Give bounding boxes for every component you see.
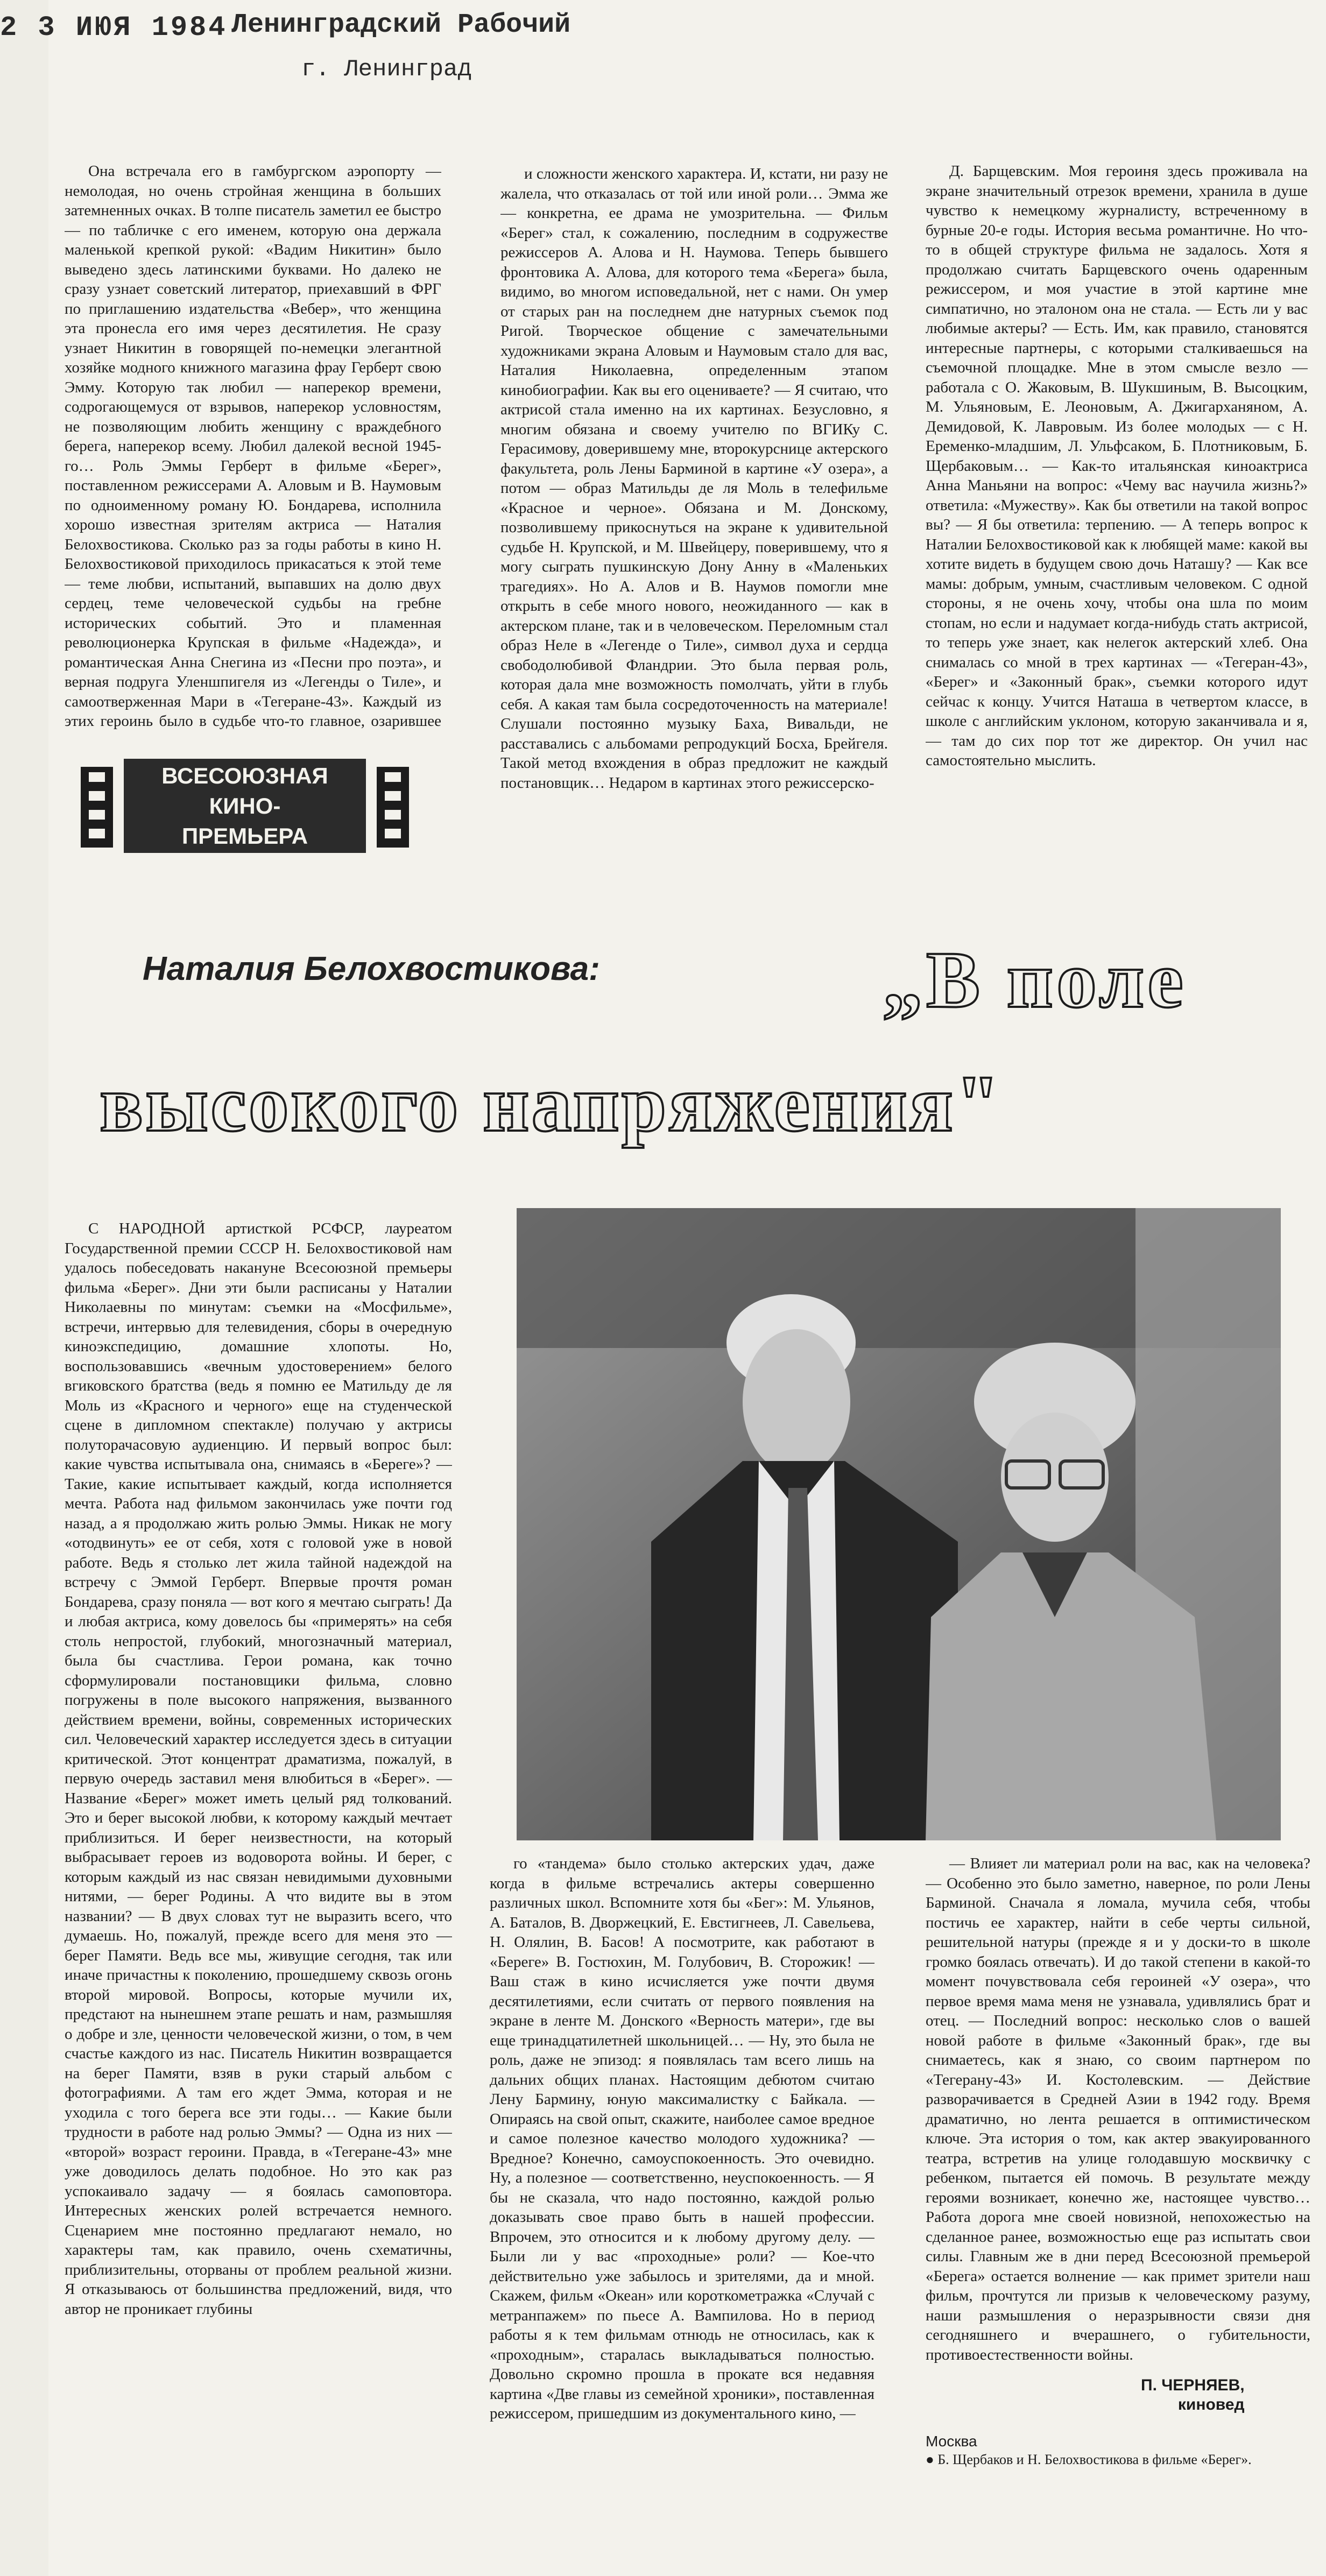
film-strip-right-icon: [377, 767, 409, 848]
column-text: — Влияет ли материал роли на вас, как на человека? — Особенно это было заметно, наверное, по роли Лены Барминой. Сначала я ломала, мучила себя, чтобы постичь ее характер, найти в себе черты сильной, решительной натуры (прежде я и у доски-то в школе громко боялась отвечать). И до такой степени в какой-то момент почувствовала себя героиней «У озера», что первое время мама меня не узнавала, удивлялись брат и отец. — Последний вопрос: несколько слов о вашей новой работе в фильме «Законный брак», где вы снимаетесь, как я знаю, со своим партнером по «Тегерану-43» И. Костолевским. — Действие разворачивается в Средней Азии в 1942 году. Время драматично, но лента решается в оптимистическом ключе. Эта история о том, как актер эвакуированного театра, встретив на улице голодавшую москвичку с ребенком, пытается ей помочь. В результате между героями возникает, конечно же, настоящее чувство… Работа дорога мне своей новизной, непохожестью на сделанное ранее, возможностью еще раз испытать свои силы. Главным же в дни перед Всесоюзной премьерой «Берега» остается волнение — как примет зрители наш фильм, прочтутся ли призыв к человеческому разуму, наши размышления о неразрывности связи дня сегодняшнего и вчерашнего, о губительности, противоестественности войны.: [926, 1855, 1310, 2363]
banner-text: [124, 759, 366, 853]
byline-author: Наталия Белохвостикова:: [143, 950, 600, 987]
column-text: и сложности женского характера. И, кстати, ни разу не жалела, что отказалась от той или иной роли… Эмма же — конкретна, ее драма не умозрительна. — Фильм «Берег» стал, к сожалению, последним в содружестве режиссеров А. Алова и Н. Наумова. Теперь бывшего фронтовика А. Алова, для которого тема «Берега» была, видимо, во многом исповедальной, нет с нами. Он умер от старых ран на последнем дне натурных съемок под Ригой. Творческое общение с замечательными художниками экрана Аловым и Наумовым стало для вас, Наталия Николаевна, определенным этапом кинобиографии. Как вы его оцениваете? — Я считаю, что актрисой стала именно на их картинах. Безусловно, я многим обязана и своему учителю по ВГИКу С. Герасимову, доверившему мне, второкурснице актерского факультета, роль Лены Барминой в картине «У озера», а потом — образ Матильды де ля Моль в телефильме «Красное и черное». Обязана и М. Донскому, позволившему прикоснуться на экране к удивительной судьбе Н. Крупской, и М. Швейцеру, поверившему, что я могу сыграть пушкинскую Дону Анну в «Маленьких трагедиях». Но А. Алов и В. Наумов помогли мне открыть в себе много нового, неожиданного — как в актерском плане, так и в человеческом. Переломным стал образ Неле в «Легенде о Тиле», символ духа и сердца свободолюбивой Фландрии. Это была первая роль, которая дала мне возможность помолчать, уйти в глубь себя. А какая там была сосредоточенность на материале! Слушали постоянно музыку Баха, Вивальди, не расставались с альбомами репродукций Босха, Брейгеля. Такой метод вхождения в образ предложит не каждый постановщик… Недаром в картинах этого режиссерско-: [500, 165, 888, 792]
article-column-3: [926, 161, 1308, 885]
article-column-4: [65, 1219, 452, 2564]
article-column-5: [490, 1854, 874, 2567]
headline-line-1: „В поле: [883, 935, 1187, 1025]
author-name: П. ЧЕРНЯЕВ,: [1141, 2376, 1245, 2394]
signature-block: [1141, 2376, 1245, 2415]
city-stamp: г. Ленинград: [301, 56, 472, 83]
photo-caption: ● Б. Щербаков и Н. Белохвостикова в фильме «Берег».: [926, 2452, 1252, 2467]
author-role: киновед: [1177, 2396, 1245, 2413]
dateline-city: Москва: [926, 2433, 977, 2450]
date-stamp: 2 3 ИЮЯ 1984: [0, 12, 228, 44]
premiere-banner: [81, 759, 409, 853]
photo-illustration: [517, 1208, 1281, 1840]
column-text: го «тандема» было столько актерских удач, даже когда в фильме встречались актеры совершенно различных школ. Вспомните хотя бы «Бег»: М. Ульянов, А. Баталов, В. Дворжецкий, Е. Евстигнеев, Л. Савельева, Н. Олялин, В. Басов! А посмотрите, как работают в «Береге» В. Гостюхин, М. Голубович, В. Сторожик! — Ваш стаж в кино исчисляется уже почти двумя десятилетиями, если считать от первого появления на экране в ленте М. Донского «Верность матери», где вы еще тринадцатилетней школьницей… — Ну, это была не роль, даже не эпизод: я появлялась там всего лишь на дальних общих планах. Настоящим дебютом считаю Лену Бармину, юную максималистку с Байкала. — Опираясь на свой опыт, скажите, наиболее самое вредное и самое полезное качество молодого художника? — Вредное? Конечно, самоуспокоенность. Это очевидно. Ну, а полезное — соответственно, неуспокоенность. — Я бы не сказала, что надо постоянно, каждой ролью доказывать свое право быть в нашей профессии. Впрочем, это относится и к любому другому делу. — Были ли у вас «проходные» роли? — Кое-что действительно уже забылось и зрителями, да и мной. Скажем, фильм «Океан» или короткометражка «Случай с метранпажем» по пьесе А. Вампилова. Но в период работы я к тем фильмам отнюдь не относилась, как к «проходным», старалась выкладываться полностью. Довольно скромно прошла в прокате вся недавняя картина «Две главы из семейной хроники», поставленная режиссером, пришедшим из документального кино, —: [490, 1855, 874, 2422]
film-strip-left-icon: [81, 767, 113, 848]
headline-line-2: высокого напряжения": [100, 1059, 1003, 1148]
banner-line-2: КИНО-: [209, 793, 281, 818]
column-text: С НАРОДНОЙ артисткой РСФСР, лауреатом Государственной премии СССР Н. Белохвостиковой нам удалось побеседовать накануне Всесоюзной премьеры фильма «Берег». Дни эти были расписаны у Наталии Николаевны по минутам: съемки на «Мосфильме», встречи, интервью для телевидения, сборы в очередную киноэкспедицию, домашние хлопоты. Но, воспользовавшись «вечным удостоверением» белого вгиковского братства (ведь я помню ее Матильду де ля Моль из «Красного и черного» еще на студенческой сцене в дипломном спектакле) получаю у актрисы полуторачасовую аудиенцию. И первый вопрос был: какие чувства испытывала она, снимаясь в «Береге»? — Такие, какие испытывает каждый, когда исполняется мечта. Работа над фильмом закончилась уже почти год назад, а я продолжаю жить ролью Эммы. Никак не могу «отодвинуть» ее от себя, хотя с головой уже в новой работе. Ведь я столько лет жила тайной надеждой на встречу с Эммой Герберт. Впервые прочтя роман Бондарева, сразу поняла — вот кого я мечтаю сыграть! Да и любая актриса, кому довелось бы «примерять» на себя столь непростой, глубокий, многозначный материал, была бы счастлива. Герои романа, как точно сформулировали постановщики фильма, словно погружены в поле высокого напряжения, вызванного действием времени, войны, современных исторических сил. Человеческий характер исследуется здесь в ситуации критической. Этот концентрат драматизма, пожалуй, в первую очередь заставил меня влюбиться в «Берег». — Название «Берег» может иметь целый ряд толкований. Это и берег высокой любви, к которому каждый мечтает приблизиться. И берег неизвестности, на который выбрасывает героев из водоворота войны. И берег, с которым каждый из нас связан невидимыми духовными нитями, — берег Родины. А что видите вы в этом названии? — В двух словах тут не выразить всего, что думаешь. Но, пожалуй, прежде всего для меня это — берег Памяти. Ведь все мы, живущие сегодня, так или иначе причастны к поколению, прошедшему сквозь огонь второй мировой. Вопросы, которые мучили их, предстают на нынешнем этапе решать и нам, размышляя о добре и зле, ценности человеческой жизни, о том, в чем счастье каждого из нас. Писатель Никитин возвращается на берег Памяти, взяв в руки старый альбом с фотографиями. А там его ждет Эмма, которая и не уходила с того берега все эти годы… — Какие были трудности в работе над ролью Эммы? — Одна из них — «второй» возраст героини. Правда, в «Тегеране-43» мне уже доводилось делать подобное. Но это как раз успокаивало задачу — я боялась самоповтора. Интересных женских ролей встречается немного. Сценарием мне постоянно предлагают немало, но характеры там, как правило, очень схематичны, приблизительны, оторваны от проблем реальной жизни. Я отказываюсь от большинства предложений, видя, что автор не проникает глубины: [65, 1220, 452, 2318]
page-edge: [0, 0, 48, 2576]
film-still-photo: [517, 1208, 1281, 1840]
newspaper-stamp: Ленинградский Рабочий: [231, 10, 571, 40]
footer: [926, 2432, 1302, 2469]
article-column-2: [500, 164, 888, 918]
column-text: Она встречала его в гамбургском аэропорту — немолодая, но очень стройная женщина в больших затемненных очках. В толпе писатель заметил ее быстро — по табличке с его именем, которую она держала маленькой крепкой рукой: «Вадим Никитин» было выведено здесь латинскими буквами. Но далеко не сразу узнает советский литератор, приехавший в ФРГ по приглашению издательства «Вебер», что женщина эта пронесла его имя через десятилетия. Не сразу узнает Никитин в говорящей по-немецки элегантной хозяйке модного книжного магазина фрау Герберт свою Эмму. Которую так любил — наперекор времени, содрогающемуся от взрывов, наперекор условностям, не позволяющим любить женщину с враждебного берега, наперекор всему. Любил далекой весной 1945-го… Роль Эммы Герберт в фильме «Берег», поставленном режиссерами А. Аловым и В. Наумовым по одноименному роману Ю. Бондарева, исполнила хорошо известная зрителям актриса — Наталия Белохвостикова. Сколько раз за годы работы в кино Н. Белохвостиковой приходилось прикасаться к этой теме — теме любви, испытаний, выпавших на долю двух сердец, теме человеческой судьбы на гребне исторических событий. Это и пламенная революционерка Крупская в фильме «Надежда», и романтическая Анна Снегина из «Песни про поэта», и верная подруга Уленшпигеля из «Легенды о Тиле», и самоотверженная Мари в «Тегеране-43». Каждый из этих героинь было в судьбе что-то главное, озарившее: [65, 163, 441, 730]
article-column-1: [65, 161, 441, 732]
banner-line-1: ВСЕСОЮЗНАЯ: [161, 763, 328, 788]
column-text: Д. Барщевским. Моя героиня здесь проживала на экране значительный отрезок времени, хранила в душе чувство к немецкому журналисту, встреченному в бурные 20-е годы. История весьма романтичне. Но что-то в общей структуре фильма не задалось. Хотя я продолжаю считать Барщевского очень одаренным режиссером, и моя участие в этой картине мне симпатично, но эталоном она не стала. — Есть ли у вас любимые актеры? — Есть. Им, как правило, становятся интересные партнеры, с которыми сталкиваешься на съемочной площадке. Мне в этом смысле везло — работала с О. Жаковым, В. Шукшиным, В. Высоцким, М. Ульяновым, Е. Леоновым, А. Джигарханяном, А. Демидовой, К. Лавровым. Из более молодых — с Н. Еременко-младшим, Л. Ульфсаком, Б. Плотниковым, Б. Щербаковым… — Как-то итальянская киноактриса Анна Маньяни на вопрос: «Чему вас научила жизнь?» ответила: «Мужеству». Как бы ответили на такой вопрос вы? — Я бы ответила: терпению. — А теперь вопрос к Наталии Белохвостиковой как к любящей маме: какой вы хотите видеть в будущем свою дочь Наташу? — Как все мамы: добрым, умным, счастливым человеком. С одной стороны, я не очень хочу, чтобы она шла по моим стопам, но если и надумает когда-нибудь стать актрисой, то теперь уже знает, как нелегок актерский хлеб. Она снималась со мной в трех картинах — «Тегеран-43», «Берег» и «Законный брак», съемки которого идут сейчас к концу. Учится Наташа в четвертом классе, в школе с английским уклоном, которую заканчивала и я, — там до сих пор тот же директор. Он учил нас самостоятельно мыслить.: [926, 163, 1308, 769]
banner-line-3: ПРЕМЬЕРА: [181, 823, 308, 849]
